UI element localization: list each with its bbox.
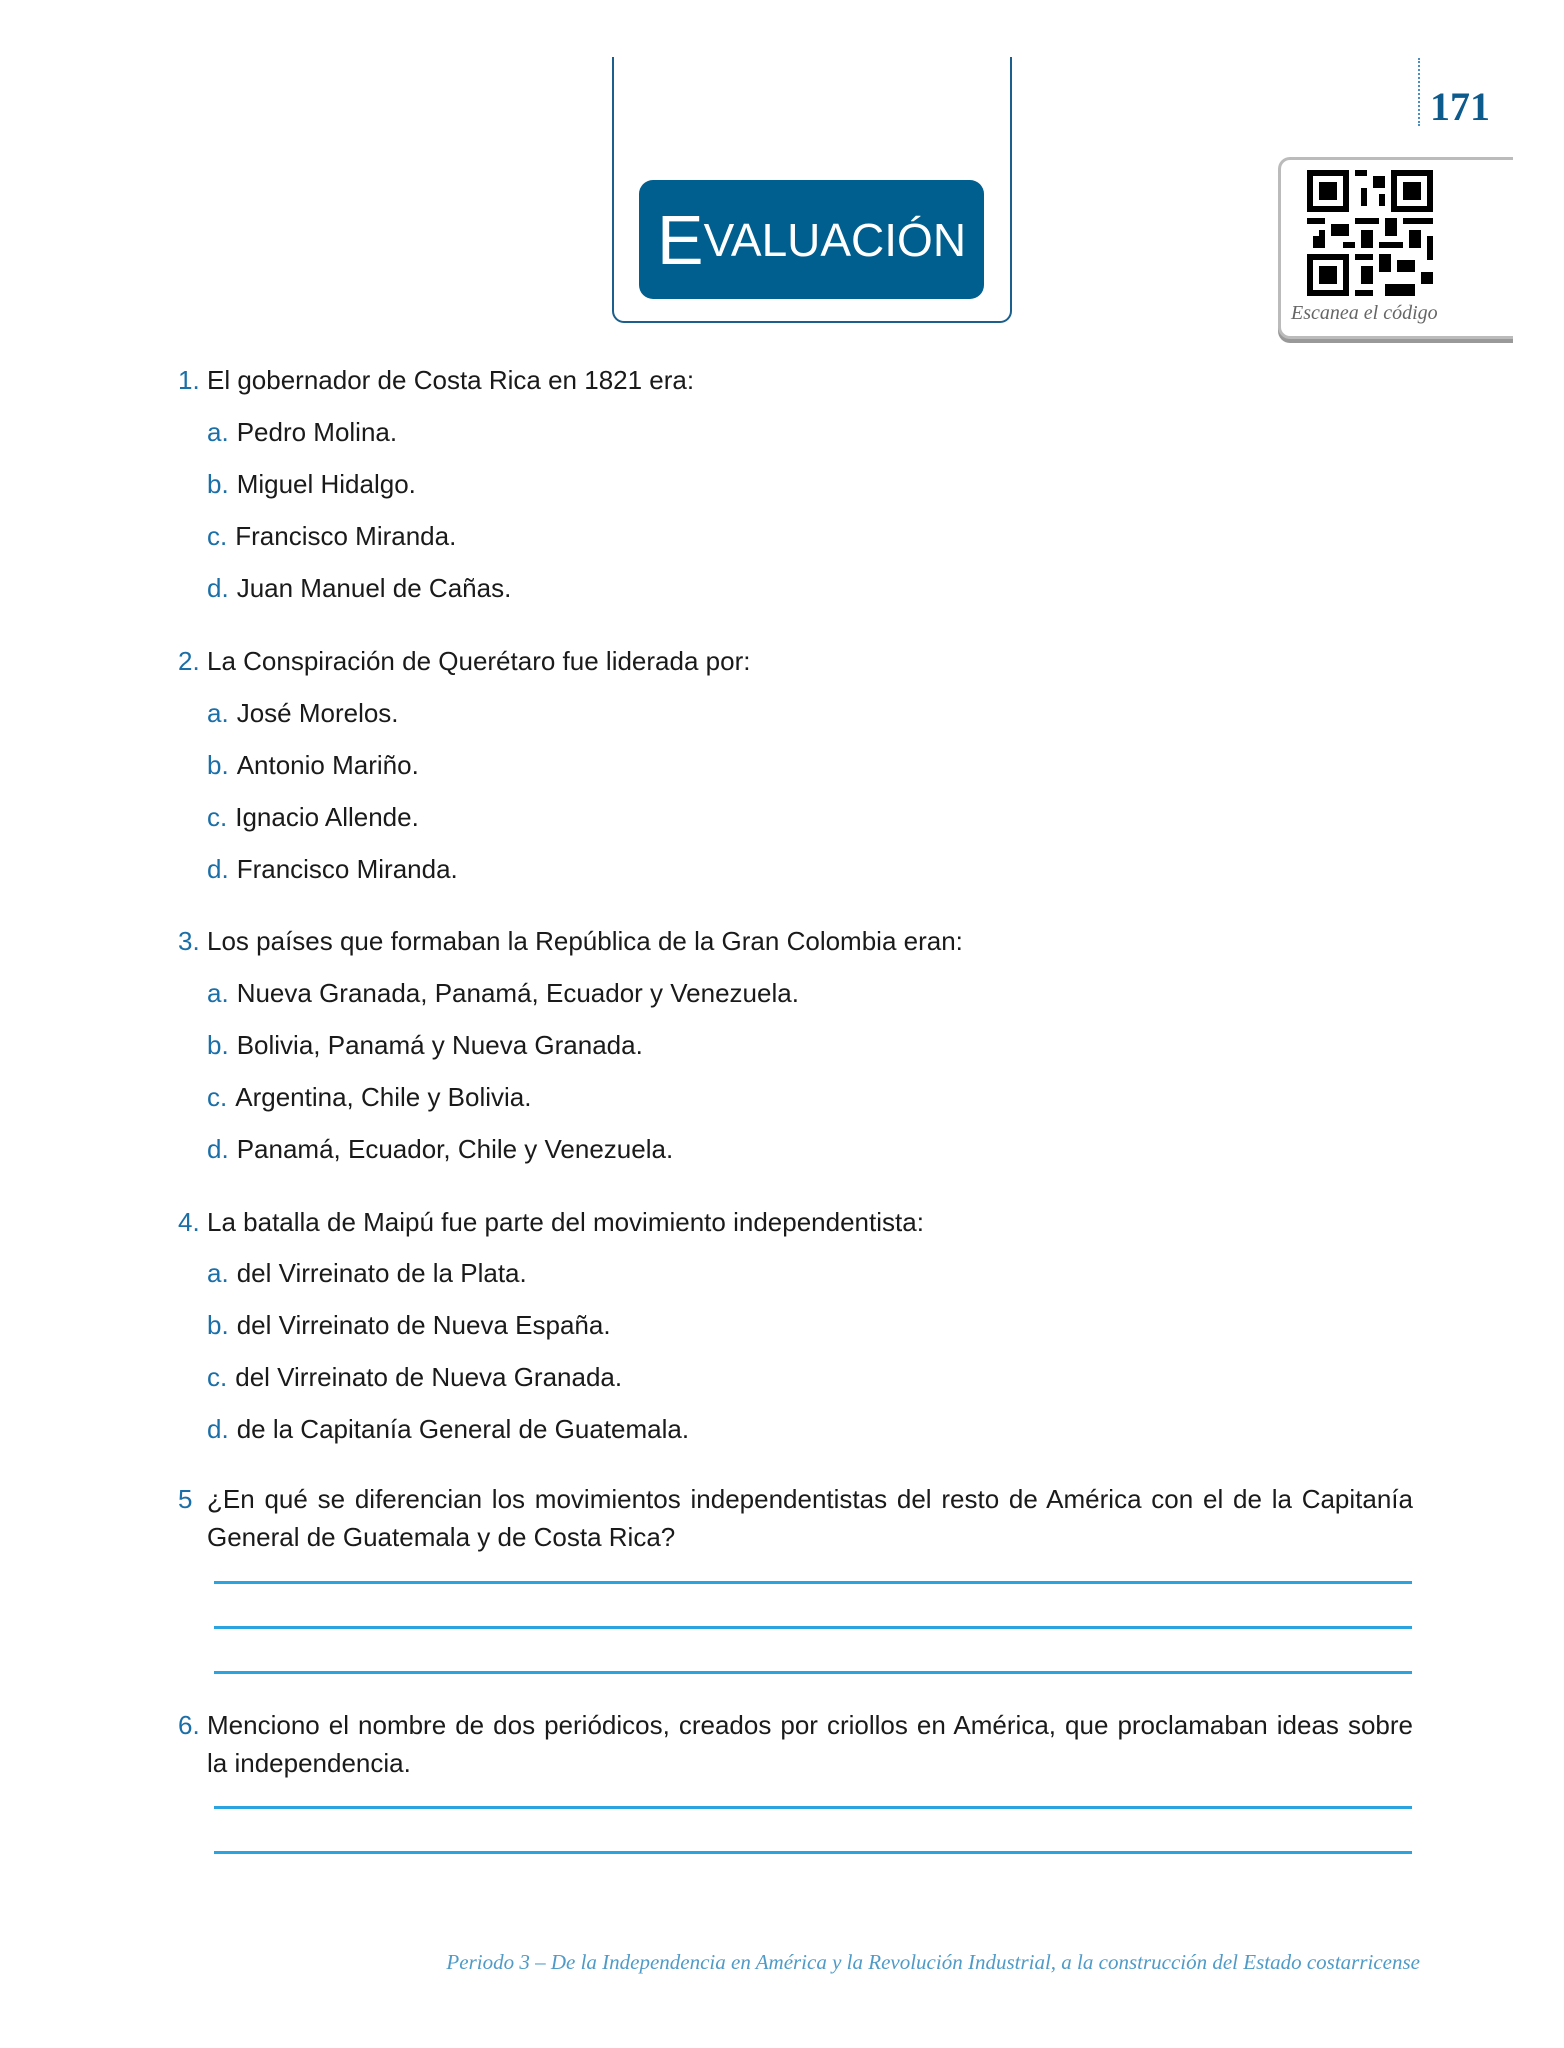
option-letter: d. <box>207 854 229 884</box>
option-text: Juan Manuel de Cañas. <box>236 573 512 603</box>
option-text: Francisco Miranda. <box>235 521 457 551</box>
question-text: Los países que formaban la República de la Gran Colombia eran: <box>207 926 963 956</box>
option-1d[interactable] <box>207 569 511 607</box>
option-text: del Virreinato de Nueva España. <box>236 1310 611 1340</box>
question-5 <box>178 1480 1413 1556</box>
option-text: Miguel Hidalgo. <box>236 469 416 499</box>
option-letter: c. <box>207 521 228 551</box>
option-2c[interactable] <box>207 798 419 836</box>
option-text: Bolivia, Panamá y Nueva Granada. <box>236 1030 643 1060</box>
option-2a[interactable] <box>207 694 399 732</box>
question-2 <box>178 642 1413 680</box>
answer-line[interactable] <box>214 1671 1412 1674</box>
option-text: Pedro Molina. <box>236 417 398 447</box>
option-text: Ignacio Allende. <box>235 802 419 832</box>
option-2b[interactable] <box>207 746 419 784</box>
question-6 <box>178 1706 1413 1782</box>
option-3b[interactable] <box>207 1026 643 1064</box>
question-4 <box>178 1203 1413 1241</box>
option-4b[interactable] <box>207 1306 611 1344</box>
option-letter: d. <box>207 573 229 603</box>
question-text: Menciono el nombre de dos periódicos, creados por criollos en América, que proclamaban ideas sobre la independencia. <box>207 1710 1413 1778</box>
answer-line[interactable] <box>214 1851 1412 1854</box>
option-letter: b. <box>207 469 229 499</box>
option-text: Nueva Granada, Panamá, Ecuador y Venezuela. <box>236 978 799 1008</box>
option-letter: d. <box>207 1134 229 1164</box>
question-number: 1. <box>178 365 200 395</box>
option-1b[interactable] <box>207 465 416 503</box>
question-number: 5 <box>178 1484 193 1514</box>
question-text: ¿En qué se diferencian los movimientos independentistas del resto de América con el de la Capitanía General de Guatemala y de Costa Rica? <box>207 1484 1413 1552</box>
qr-code-icon <box>1307 170 1433 296</box>
option-4a[interactable] <box>207 1254 527 1292</box>
option-text: Francisco Miranda. <box>236 854 458 884</box>
question-number: 4. <box>178 1207 200 1237</box>
question-text: La batalla de Maipú fue parte del movimiento independentista: <box>207 1207 924 1237</box>
option-1a[interactable] <box>207 413 397 451</box>
option-letter: a. <box>207 1258 229 1288</box>
option-letter: c. <box>207 802 228 832</box>
option-text: del Virreinato de Nueva Granada. <box>235 1362 623 1392</box>
option-letter: a. <box>207 698 229 728</box>
qr-code-box[interactable] <box>1278 157 1513 339</box>
option-text: Panamá, Ecuador, Chile y Venezuela. <box>236 1134 674 1164</box>
answer-line[interactable] <box>214 1581 1412 1584</box>
answer-line[interactable] <box>214 1806 1412 1809</box>
page-number: 171 <box>1418 58 1490 126</box>
option-3d[interactable] <box>207 1130 673 1168</box>
option-text: del Virreinato de la Plata. <box>236 1258 527 1288</box>
option-text: de la Capitanía General de Guatemala. <box>236 1414 690 1444</box>
option-3c[interactable] <box>207 1078 532 1116</box>
question-text: La Conspiración de Querétaro fue liderada por: <box>207 646 751 676</box>
option-letter: a. <box>207 978 229 1008</box>
option-letter: d. <box>207 1414 229 1444</box>
question-number: 6. <box>178 1710 200 1740</box>
option-1c[interactable] <box>207 517 456 555</box>
title-initial: E <box>656 200 704 279</box>
qr-caption: Escanea el código <box>1291 302 1438 324</box>
question-number: 3. <box>178 926 200 956</box>
option-text: Antonio Mariño. <box>236 750 419 780</box>
option-letter: a. <box>207 417 229 447</box>
question-3 <box>178 922 1413 960</box>
question-1 <box>178 361 1413 399</box>
option-4d[interactable] <box>207 1410 689 1448</box>
option-letter: b. <box>207 750 229 780</box>
option-3a[interactable] <box>207 974 799 1012</box>
answer-line[interactable] <box>214 1626 1412 1629</box>
title-rest: VALUACIÓN <box>703 213 967 266</box>
option-letter: b. <box>207 1310 229 1340</box>
option-text: José Morelos. <box>236 698 399 728</box>
option-letter: c. <box>207 1082 228 1112</box>
option-text: Argentina, Chile y Bolivia. <box>235 1082 532 1112</box>
option-2d[interactable] <box>207 850 458 888</box>
question-number: 2. <box>178 646 200 676</box>
option-letter: c. <box>207 1362 228 1392</box>
option-4c[interactable] <box>207 1358 622 1396</box>
option-letter: b. <box>207 1030 229 1060</box>
page-footer: Periodo 3 – De la Independencia en América y la Revolución Industrial, a la construcción del Estado costarricense <box>446 1950 1420 1974</box>
question-text: El gobernador de Costa Rica en 1821 era: <box>207 365 695 395</box>
page-title <box>639 180 984 299</box>
